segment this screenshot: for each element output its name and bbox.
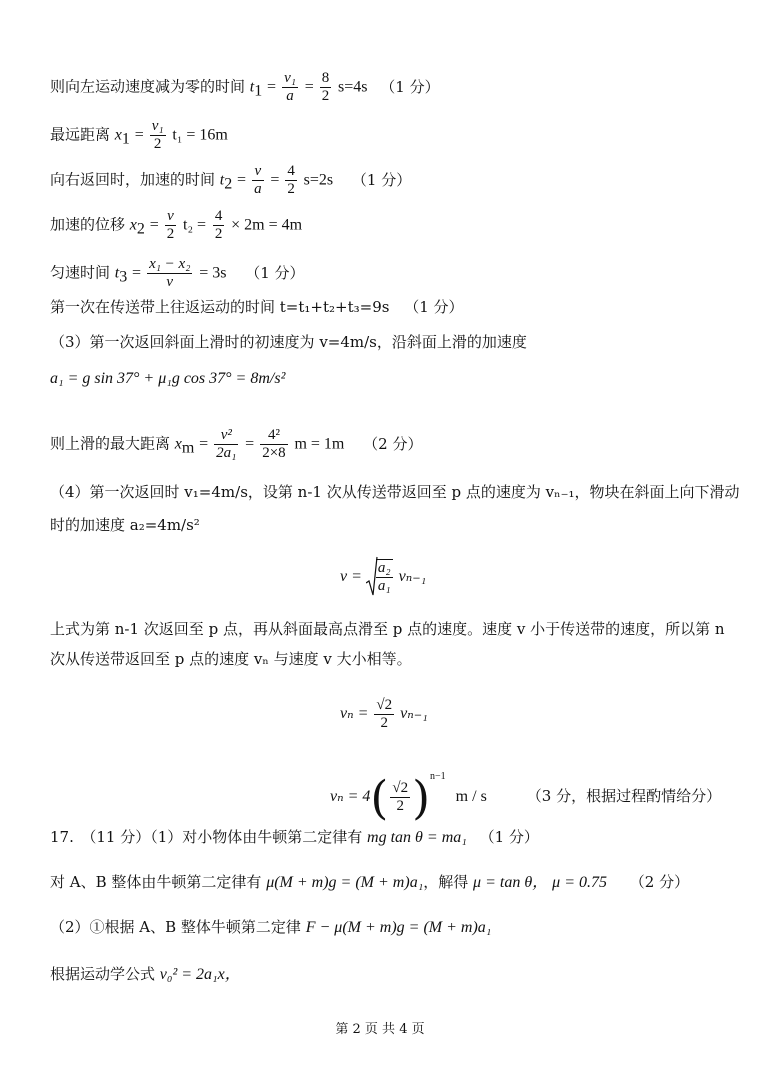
line-16-formula: [330, 752, 722, 825]
line-14-text: 次从传送带返回至 p 点的速度 vₙ 与速度 v 大小相等。: [50, 650, 412, 668]
line-10-text: （4）第一次返回时 v₁=4m/s，设第 n-1 次从传送带返回至 p 点的速度为 vₙ₋₁，物块在斜面上向下滑动: [50, 483, 740, 501]
line-7: [50, 333, 527, 351]
line-4-text: 加速的位移: [50, 215, 126, 234]
line-5-frac: $\frac{\text{x₁ − x₂}}{v}$: [149, 256, 191, 290]
line-3-var: t: [219, 171, 225, 189]
line-6-score: （1 分）: [404, 298, 464, 316]
line-16-frac: $\frac{√2}{2}$: [392, 779, 409, 814]
line-16-lhs: vₙ = 4: [330, 788, 371, 805]
line-15-formula: [340, 692, 428, 736]
line-9-score: （2 分）: [363, 434, 423, 453]
line-3-result: s=2s: [303, 171, 334, 189]
line-12-lhs: v =: [340, 568, 362, 585]
line-19: [50, 918, 491, 937]
line-16-unit: m / s: [455, 788, 487, 805]
line-9-frac-2: $\frac{\text{4²}}{2\times 8}$: [262, 427, 286, 461]
line-4-frac-1: $\frac{v}{2}$: [166, 208, 175, 242]
line-9-result: m = 1m: [294, 435, 345, 453]
line-19-formula: F − μ(M + m)g = (M + m)a₁: [305, 919, 492, 936]
line-9-var: x: [174, 435, 182, 453]
line-15-lhs: vₙ =: [340, 705, 369, 722]
line-4-frac-2: $\frac{4}{2}$: [214, 208, 223, 242]
line-17-score: （1 分）: [479, 828, 539, 846]
line-13-text: 上式为第 n-1 次返回至 p 点，再从斜面最高点滑至 p 点的速度。速度 v 小于传送带的速度，所以第 n: [50, 620, 725, 638]
line-15-rhs: vₙ₋₁: [400, 705, 428, 722]
line-12-formula: [340, 555, 426, 599]
line-2-text: 最远距离: [50, 125, 111, 144]
line-2-var: x: [114, 126, 122, 144]
line-5-result: = 3s: [199, 264, 227, 282]
line-12-frac: $\frac{\text{a₂}}{\text{a₁}}$: [377, 560, 391, 595]
line-16-exp: n−1: [430, 771, 446, 782]
left-paren-icon: (: [370, 770, 389, 825]
line-9: 则上滑的最大距离 $x_m$ = $\frac{\text{v²}}{\text{2a₁}}$ = $\frac{\text{4²}}{2\times 8}$ m = 1m （2 分）: [50, 427, 423, 461]
line-19-text: （2）①根据 A、B 整体牛顿第二定律: [50, 918, 301, 936]
line-18-text: 对 A、B 整体由牛顿第二定律有: [50, 873, 262, 891]
line-1-frac-1: $\frac{\text{v₁}}{a}$: [284, 70, 296, 104]
line-9-sub: m: [181, 439, 195, 457]
line-13: [50, 620, 725, 638]
line-4-mid: t₂ =: [183, 216, 207, 234]
line-3-frac-2: $\frac{4}{2}$: [287, 163, 295, 197]
line-17-formula: mg tan θ = ma₁: [367, 829, 467, 846]
line-17: [50, 828, 539, 847]
line-1-var: t: [249, 78, 255, 96]
line-8-formula: [50, 370, 285, 388]
line-1-frac-2: $\frac{8}{2}$: [321, 70, 330, 104]
line-7-text: （3）第一次返回斜面上滑时的初速度为 v=4m/s，沿斜面上滑的加速度: [50, 333, 527, 351]
line-17-text: 17. （11 分）（1）对小物体由牛顿第二定律有: [50, 828, 363, 846]
line-5-text: 匀速时间: [50, 263, 111, 282]
line-6: [50, 298, 464, 316]
line-4-var: x: [129, 216, 137, 234]
line-2-frac: $\frac{\text{v₁}}{2}$: [151, 118, 164, 152]
line-18-formula: μ(M + m)g = (M + m)a₁: [266, 874, 424, 891]
line-12-rhs: vₙ₋₁: [398, 568, 427, 585]
line-3-frac-1: $\frac{v}{a}$: [254, 163, 262, 197]
line-14: [50, 650, 412, 668]
line-18-formula2: μ = tan θ， μ = 0.75: [473, 874, 608, 891]
line-9-text: 则上滑的最大距离: [50, 434, 171, 453]
line-4-sub: 2: [136, 220, 145, 238]
line-5-var: t: [114, 264, 120, 282]
line-1: 则向左运动速度减为零的时间 $t_1$ = $\frac{\text{v₁}}{a}$ = $\frac{8}{2}$ s=4s （1 分）: [50, 70, 440, 104]
line-1-result: s=4s: [338, 78, 368, 96]
line-18-score: （2 分）: [629, 873, 690, 891]
line-5: 匀速时间 $t_3$ = $\frac{\text{x₁ − x₂}}{v}$ = 3s （1 分）: [50, 256, 305, 290]
line-1-sub: 1: [254, 82, 263, 100]
line-15-frac: $\frac{√2}{2}$: [376, 696, 393, 731]
line-2: 最远距离 $x_1$ = $\frac{\text{v₁}}{2}$ t₁ = 16m: [50, 118, 228, 152]
line-11-text: 时的加速度 a₂=4m/s²: [50, 516, 200, 534]
line-10: [50, 483, 740, 501]
line-5-sub: 3: [119, 268, 128, 286]
line-20: [50, 965, 241, 984]
line-20-formula: v₀² = 2a₁x，: [159, 966, 241, 983]
line-18-text2: ，解得: [423, 873, 469, 891]
line-5-score: （1 分）: [245, 263, 305, 282]
line-3: 向右返回时，加速的时间 $t_2$ = $\frac{v}{a}$ = $\frac{4}{2}$ s=2s （1 分）: [50, 163, 412, 197]
line-16-score: （3 分，根据过程酌情给分）: [526, 787, 722, 805]
line-2-sub: 1: [121, 130, 130, 148]
line-1-score: （1 分）: [380, 77, 440, 96]
right-paren-icon: ): [412, 770, 431, 825]
line-3-score: （1 分）: [351, 170, 412, 189]
line-3-text: 向右返回时，加速的时间: [50, 170, 216, 189]
page-footer: 第 2 页 共 4 页: [335, 1022, 425, 1037]
line-4-result: × 2m = 4m: [231, 216, 303, 234]
line-1-text: 则向左运动速度减为零的时间: [50, 77, 246, 96]
line-11: [50, 516, 200, 534]
line-18: [50, 873, 689, 892]
line-3-sub: 2: [224, 175, 233, 193]
line-2-result: t₁ = 16m: [172, 126, 228, 144]
line-4: 加速的位移 $x_2$ = $\frac{v}{2}$ t₂ = $\frac{4}{2}$ × 2m = 4m: [50, 208, 303, 242]
line-8-formula-text: a₁ = g sin 37° + μ₁g cos 37° = 8m/s²: [50, 370, 286, 387]
line-9-frac-1: $\frac{\text{v²}}{\text{2a₁}}$: [216, 427, 237, 461]
line-20-text: 根据运动学公式: [50, 965, 156, 983]
line-6-text: 第一次在传送带上往返运动的时间 t=t₁+t₂+t₃=9s: [50, 298, 390, 316]
